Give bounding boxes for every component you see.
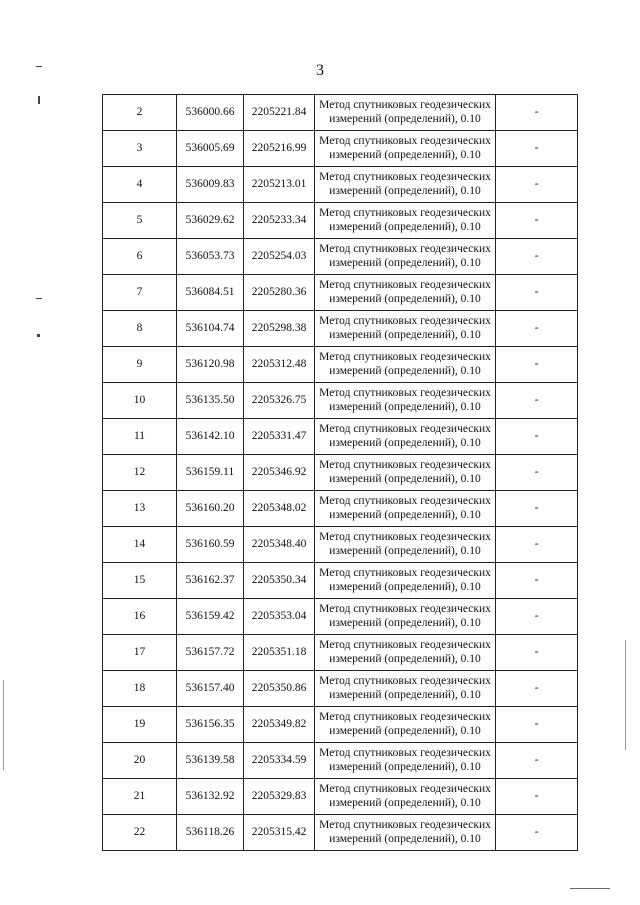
- x-coordinate-cell: 536084.51: [177, 275, 244, 311]
- x-coordinate-cell: 536009.83: [177, 167, 244, 203]
- point-number-cell: 14: [103, 527, 177, 563]
- method-cell: [315, 779, 496, 815]
- method-line-1: Метод спутниковых геодезических: [319, 674, 491, 687]
- table-row: [103, 203, 578, 239]
- x-coordinate-cell: 536139.58: [177, 743, 244, 779]
- table-row: [103, 527, 578, 563]
- method-line-2: измерений (определений), 0.10: [329, 184, 481, 197]
- method-line-2: измерений (определений), 0.10: [329, 616, 481, 629]
- remark-cell: -: [496, 707, 578, 743]
- method-cell: [315, 455, 496, 491]
- x-coordinate-cell: 536157.72: [177, 635, 244, 671]
- scan-mark-right-edge: [625, 640, 626, 750]
- remark-cell: -: [496, 743, 578, 779]
- method-line-2: измерений (определений), 0.10: [329, 832, 481, 845]
- method-line-2: измерений (определений), 0.10: [329, 760, 481, 773]
- remark-cell: -: [496, 455, 578, 491]
- table-row: [103, 131, 578, 167]
- y-coordinate-cell: 2205213.01: [244, 167, 315, 203]
- remark-cell: -: [496, 275, 578, 311]
- table-row: [103, 167, 578, 203]
- point-number-cell: 21: [103, 779, 177, 815]
- method-line-1: Метод спутниковых геодезических: [319, 746, 491, 759]
- scan-mark-left-1: [36, 66, 42, 67]
- method-cell: [315, 167, 496, 203]
- point-number-cell: 19: [103, 707, 177, 743]
- method-line-1: Метод спутниковых геодезических: [319, 314, 491, 327]
- point-number-cell: 5: [103, 203, 177, 239]
- point-number-cell: 9: [103, 347, 177, 383]
- y-coordinate-cell: 2205348.40: [244, 527, 315, 563]
- x-coordinate-cell: 536118.26: [177, 815, 244, 851]
- y-coordinate-cell: 2205351.18: [244, 635, 315, 671]
- y-coordinate-cell: 2205346.92: [244, 455, 315, 491]
- table-row: [103, 419, 578, 455]
- method-line-1: Метод спутниковых геодезических: [319, 494, 491, 507]
- method-line-2: измерений (определений), 0.10: [329, 148, 481, 161]
- x-coordinate-cell: 536156.35: [177, 707, 244, 743]
- remark-cell: -: [496, 815, 578, 851]
- method-line-2: измерений (определений), 0.10: [329, 112, 481, 125]
- method-cell: [315, 347, 496, 383]
- x-coordinate-cell: 536120.98: [177, 347, 244, 383]
- point-number-cell: 2: [103, 95, 177, 131]
- method-line-2: измерений (определений), 0.10: [329, 472, 481, 485]
- y-coordinate-cell: 2205329.83: [244, 779, 315, 815]
- table-row: [103, 347, 578, 383]
- point-number-cell: 6: [103, 239, 177, 275]
- table-row: [103, 95, 578, 131]
- x-coordinate-cell: 536000.66: [177, 95, 244, 131]
- x-coordinate-cell: 536142.10: [177, 419, 244, 455]
- method-line-1: Метод спутниковых геодезических: [319, 566, 491, 579]
- x-coordinate-cell: 536162.37: [177, 563, 244, 599]
- table-row: [103, 671, 578, 707]
- scan-mark-bottom: [570, 888, 610, 889]
- remark-cell: -: [496, 167, 578, 203]
- point-number-cell: 7: [103, 275, 177, 311]
- point-number-cell: 11: [103, 419, 177, 455]
- method-cell: [315, 131, 496, 167]
- method-cell: [315, 239, 496, 275]
- coordinates-table: [102, 94, 578, 851]
- method-line-2: измерений (определений), 0.10: [329, 724, 481, 737]
- y-coordinate-cell: 2205280.36: [244, 275, 315, 311]
- method-line-2: измерений (определений), 0.10: [329, 328, 481, 341]
- method-line-2: измерений (определений), 0.10: [329, 364, 481, 377]
- y-coordinate-cell: 2205315.42: [244, 815, 315, 851]
- y-coordinate-cell: 2205221.84: [244, 95, 315, 131]
- x-coordinate-cell: 536132.92: [177, 779, 244, 815]
- point-number-cell: 17: [103, 635, 177, 671]
- y-coordinate-cell: 2205326.75: [244, 383, 315, 419]
- method-cell: [315, 419, 496, 455]
- point-number-cell: 15: [103, 563, 177, 599]
- method-cell: [315, 383, 496, 419]
- x-coordinate-cell: 536029.62: [177, 203, 244, 239]
- table-row: [103, 455, 578, 491]
- method-line-2: измерений (определений), 0.10: [329, 652, 481, 665]
- scan-mark-left-edge: [3, 680, 4, 770]
- method-line-1: Метод спутниковых геодезических: [319, 206, 491, 219]
- method-cell: [315, 707, 496, 743]
- scan-mark-left-4: [37, 334, 40, 337]
- method-cell: [315, 95, 496, 131]
- remark-cell: -: [496, 527, 578, 563]
- table-row: [103, 563, 578, 599]
- table-row: [103, 311, 578, 347]
- method-line-1: Метод спутниковых геодезических: [319, 350, 491, 363]
- point-number-cell: 4: [103, 167, 177, 203]
- method-line-1: Метод спутниковых геодезических: [319, 278, 491, 291]
- y-coordinate-cell: 2205349.82: [244, 707, 315, 743]
- remark-cell: -: [496, 779, 578, 815]
- point-number-cell: 16: [103, 599, 177, 635]
- method-cell: [315, 275, 496, 311]
- remark-cell: -: [496, 347, 578, 383]
- point-number-cell: 3: [103, 131, 177, 167]
- method-line-2: измерений (определений), 0.10: [329, 688, 481, 701]
- table-row: [103, 239, 578, 275]
- table-row: [103, 815, 578, 851]
- method-line-2: измерений (определений), 0.10: [329, 220, 481, 233]
- y-coordinate-cell: 2205216.99: [244, 131, 315, 167]
- method-line-1: Метод спутниковых геодезических: [319, 422, 491, 435]
- method-line-1: Метод спутниковых геодезических: [319, 458, 491, 471]
- method-cell: [315, 815, 496, 851]
- x-coordinate-cell: 536005.69: [177, 131, 244, 167]
- remark-cell: -: [496, 419, 578, 455]
- method-line-2: измерений (определений), 0.10: [329, 796, 481, 809]
- point-number-cell: 8: [103, 311, 177, 347]
- point-number-cell: 18: [103, 671, 177, 707]
- method-line-1: Метод спутниковых геодезических: [319, 530, 491, 543]
- y-coordinate-cell: 2205353.04: [244, 599, 315, 635]
- y-coordinate-cell: 2205254.03: [244, 239, 315, 275]
- coordinates-table-body: [103, 95, 578, 851]
- method-cell: [315, 599, 496, 635]
- method-line-2: измерений (определений), 0.10: [329, 436, 481, 449]
- table-row: [103, 707, 578, 743]
- x-coordinate-cell: 536135.50: [177, 383, 244, 419]
- y-coordinate-cell: 2205350.86: [244, 671, 315, 707]
- scan-mark-left-3: [36, 298, 42, 299]
- y-coordinate-cell: 2205331.47: [244, 419, 315, 455]
- method-line-1: Метод спутниковых геодезических: [319, 242, 491, 255]
- y-coordinate-cell: 2205348.02: [244, 491, 315, 527]
- remark-cell: -: [496, 599, 578, 635]
- method-line-1: Метод спутниковых геодезических: [319, 818, 491, 831]
- y-coordinate-cell: 2205334.59: [244, 743, 315, 779]
- method-line-1: Метод спутниковых геодезических: [319, 170, 491, 183]
- y-coordinate-cell: 2205298.38: [244, 311, 315, 347]
- x-coordinate-cell: 536053.73: [177, 239, 244, 275]
- table-row: [103, 743, 578, 779]
- remark-cell: -: [496, 563, 578, 599]
- x-coordinate-cell: 536160.20: [177, 491, 244, 527]
- method-line-1: Метод спутниковых геодезических: [319, 134, 491, 147]
- method-line-1: Метод спутниковых геодезических: [319, 782, 491, 795]
- point-number-cell: 13: [103, 491, 177, 527]
- remark-cell: -: [496, 311, 578, 347]
- remark-cell: -: [496, 491, 578, 527]
- x-coordinate-cell: 536104.74: [177, 311, 244, 347]
- table-row: [103, 383, 578, 419]
- method-line-1: Метод спутниковых геодезических: [319, 602, 491, 615]
- remark-cell: -: [496, 635, 578, 671]
- method-cell: [315, 743, 496, 779]
- x-coordinate-cell: 536157.40: [177, 671, 244, 707]
- point-number-cell: 20: [103, 743, 177, 779]
- table-row: [103, 635, 578, 671]
- method-cell: [315, 491, 496, 527]
- method-cell: [315, 635, 496, 671]
- method-line-1: Метод спутниковых геодезических: [319, 638, 491, 651]
- remark-cell: -: [496, 239, 578, 275]
- y-coordinate-cell: 2205350.34: [244, 563, 315, 599]
- method-cell: [315, 311, 496, 347]
- table-row: [103, 599, 578, 635]
- table-row: [103, 275, 578, 311]
- method-line-2: измерений (определений), 0.10: [329, 580, 481, 593]
- point-number-cell: 10: [103, 383, 177, 419]
- scan-mark-left-2: [38, 96, 40, 104]
- table-row: [103, 491, 578, 527]
- remark-cell: -: [496, 203, 578, 239]
- x-coordinate-cell: 536160.59: [177, 527, 244, 563]
- method-line-2: измерений (определений), 0.10: [329, 400, 481, 413]
- remark-cell: -: [496, 131, 578, 167]
- method-cell: [315, 563, 496, 599]
- method-line-2: измерений (определений), 0.10: [329, 544, 481, 557]
- method-cell: [315, 527, 496, 563]
- method-line-2: измерений (определений), 0.10: [329, 508, 481, 521]
- point-number-cell: 22: [103, 815, 177, 851]
- remark-cell: -: [496, 95, 578, 131]
- method-line-2: измерений (определений), 0.10: [329, 292, 481, 305]
- remark-cell: -: [496, 671, 578, 707]
- x-coordinate-cell: 536159.11: [177, 455, 244, 491]
- y-coordinate-cell: 2205233.34: [244, 203, 315, 239]
- method-cell: [315, 203, 496, 239]
- point-number-cell: 12: [103, 455, 177, 491]
- remark-cell: -: [496, 383, 578, 419]
- method-line-1: Метод спутниковых геодезических: [319, 386, 491, 399]
- y-coordinate-cell: 2205312.48: [244, 347, 315, 383]
- method-line-2: измерений (определений), 0.10: [329, 256, 481, 269]
- x-coordinate-cell: 536159.42: [177, 599, 244, 635]
- table-row: [103, 779, 578, 815]
- method-line-1: Метод спутниковых геодезических: [319, 98, 491, 111]
- method-cell: [315, 671, 496, 707]
- method-line-1: Метод спутниковых геодезических: [319, 710, 491, 723]
- page-number: 3: [316, 62, 324, 79]
